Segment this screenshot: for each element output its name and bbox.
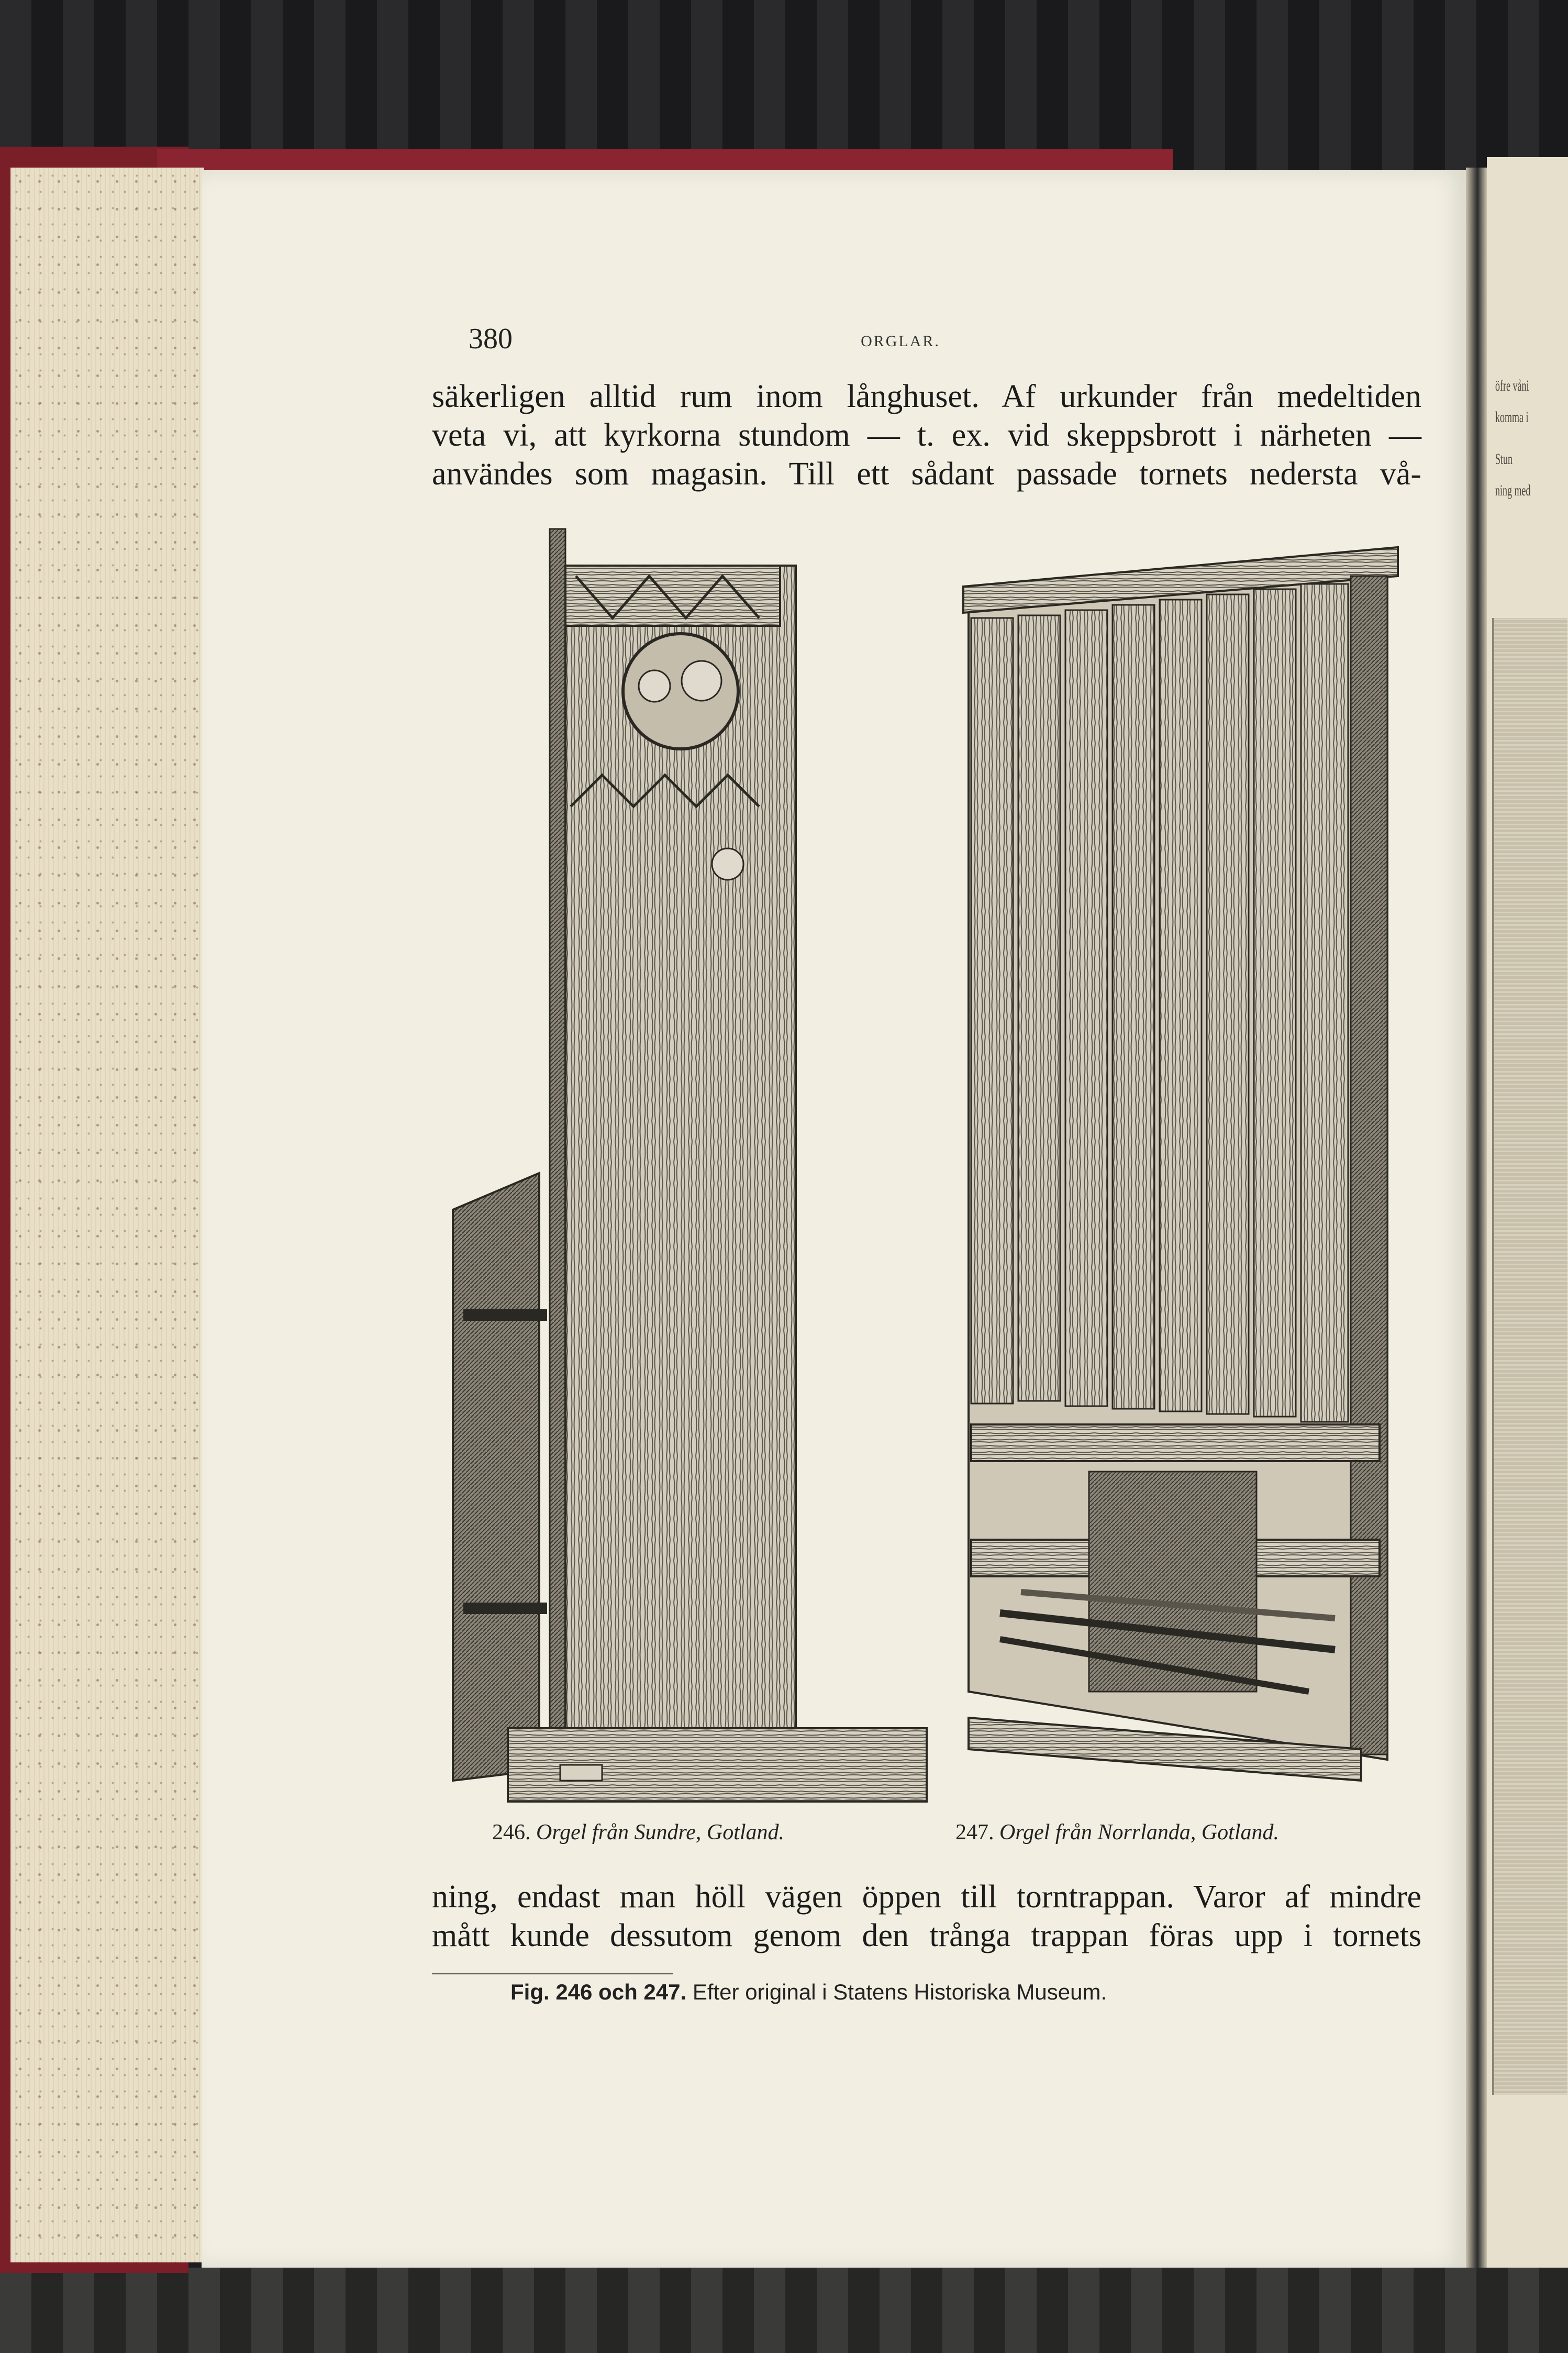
body-text-bottom [432, 1877, 1421, 1955]
organ-norrlanda-drawing [963, 547, 1398, 1781]
footnote [510, 1980, 1107, 2005]
facing-page-text: ning med [1495, 482, 1531, 499]
door-hinge [463, 1309, 547, 1321]
organ-side-carved [1351, 576, 1387, 1754]
page-number: 380 [469, 323, 513, 355]
figure-caption-text: Orgel från Sundre, Gotland. [536, 1820, 785, 1844]
organ-plank [1113, 605, 1154, 1409]
footnote-rule [432, 1973, 673, 1974]
running-head: ORGLAR. [861, 333, 940, 350]
text-line: användes som magasin. Till ett sådant passade tornets nedersta vå- [432, 456, 1421, 492]
figure-caption-text: Orgel från Norrlanda, Gotland. [999, 1820, 1279, 1844]
figure-number: 246. [492, 1820, 531, 1844]
page-edges [10, 168, 204, 2262]
page-header [267, 322, 1262, 359]
organ-plank [971, 618, 1013, 1404]
case-edge [550, 529, 565, 1733]
facing-page-text: öfre våni [1495, 377, 1529, 394]
text-line: veta vi, att kyrkorna stundom — t. ex. vid skeppsbrott i närheten — [432, 417, 1421, 453]
facing-page-illustration [1492, 618, 1567, 2095]
organ-rail [971, 1424, 1380, 1461]
organ-plank [1160, 600, 1202, 1411]
footnote-text: Efter original i Statens Historiska Museum. [692, 1980, 1107, 2004]
text-line: ning, endast man höll vägen öppen till torntrappan. Varor af mindre [432, 1879, 1421, 1915]
book-gutter [1466, 168, 1487, 2268]
scanner-backdrop-bottom [0, 2268, 1568, 2353]
organ-plank [1254, 589, 1296, 1417]
organ-plank [1301, 584, 1348, 1422]
door-hinge [463, 1603, 547, 1614]
text-line: mått kunde dessutom genom den trånga trappan föras upp i tornets [432, 1918, 1421, 1953]
body-text-top [432, 377, 1421, 493]
facing-page-text: komma i [1495, 408, 1529, 426]
organ-plank [1207, 594, 1249, 1414]
footnote-label: Fig. 246 och 247. [510, 1980, 687, 2004]
organ-sundre-drawing [453, 529, 927, 1802]
organ-plank [1065, 610, 1107, 1406]
organ-plank [1018, 615, 1060, 1401]
figure-number: 247. [955, 1820, 994, 1844]
scanner-backdrop-top [0, 0, 1568, 173]
facing-page-text: Stun [1495, 450, 1513, 468]
painted-head [712, 848, 743, 880]
figure-engravings [445, 513, 1403, 1812]
figure-247-caption [955, 1820, 1279, 1845]
facing-page-fragment [1487, 157, 1568, 2268]
open-door [453, 1173, 539, 1781]
text-line: säkerligen alltid rum inom långhuset. Af urkunder från medeltiden [432, 379, 1421, 414]
figure-246-caption [492, 1820, 784, 1845]
carved-crest [565, 566, 780, 626]
